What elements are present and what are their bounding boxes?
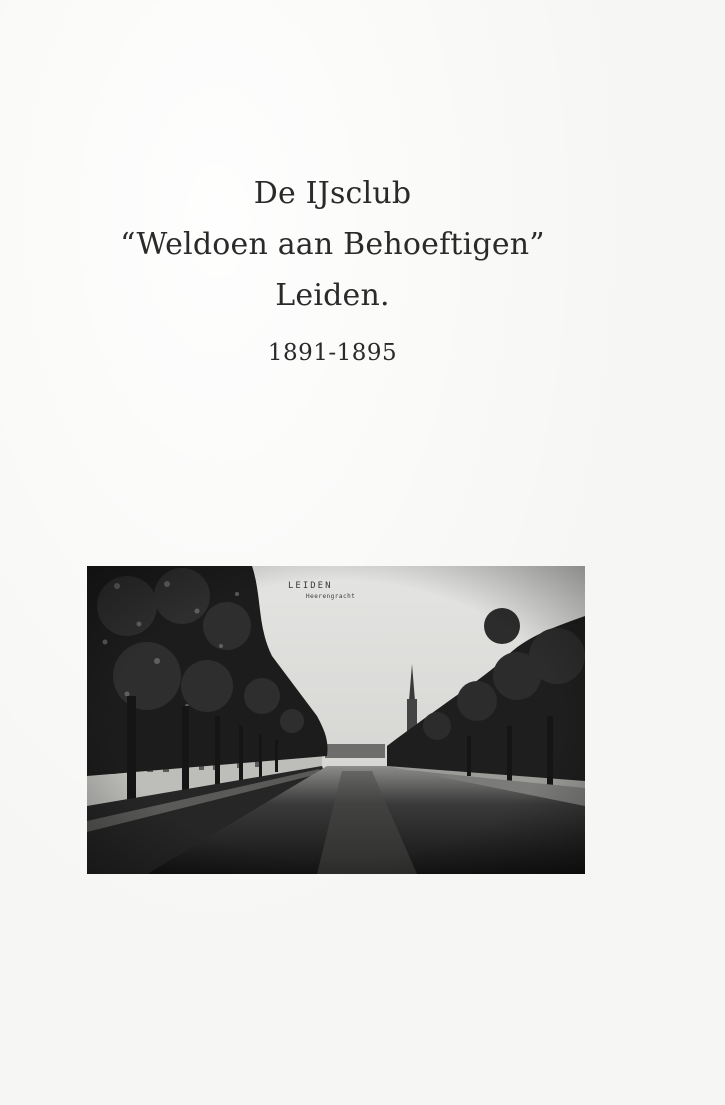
canal-photo-illustration xyxy=(87,566,585,874)
caption-city: LEIDEN xyxy=(288,581,333,591)
title-line-motto: “Weldoen aan Behoeftigen” xyxy=(120,227,545,262)
title-line-club: De IJsclub xyxy=(253,176,412,211)
caption-street: Heerengracht xyxy=(306,593,356,600)
year-range: 1891-1895 xyxy=(267,340,398,366)
title-line-city: Leiden. xyxy=(275,278,390,313)
postcard-caption xyxy=(288,582,355,600)
canal-photograph xyxy=(87,566,585,874)
cover-title xyxy=(0,168,665,321)
